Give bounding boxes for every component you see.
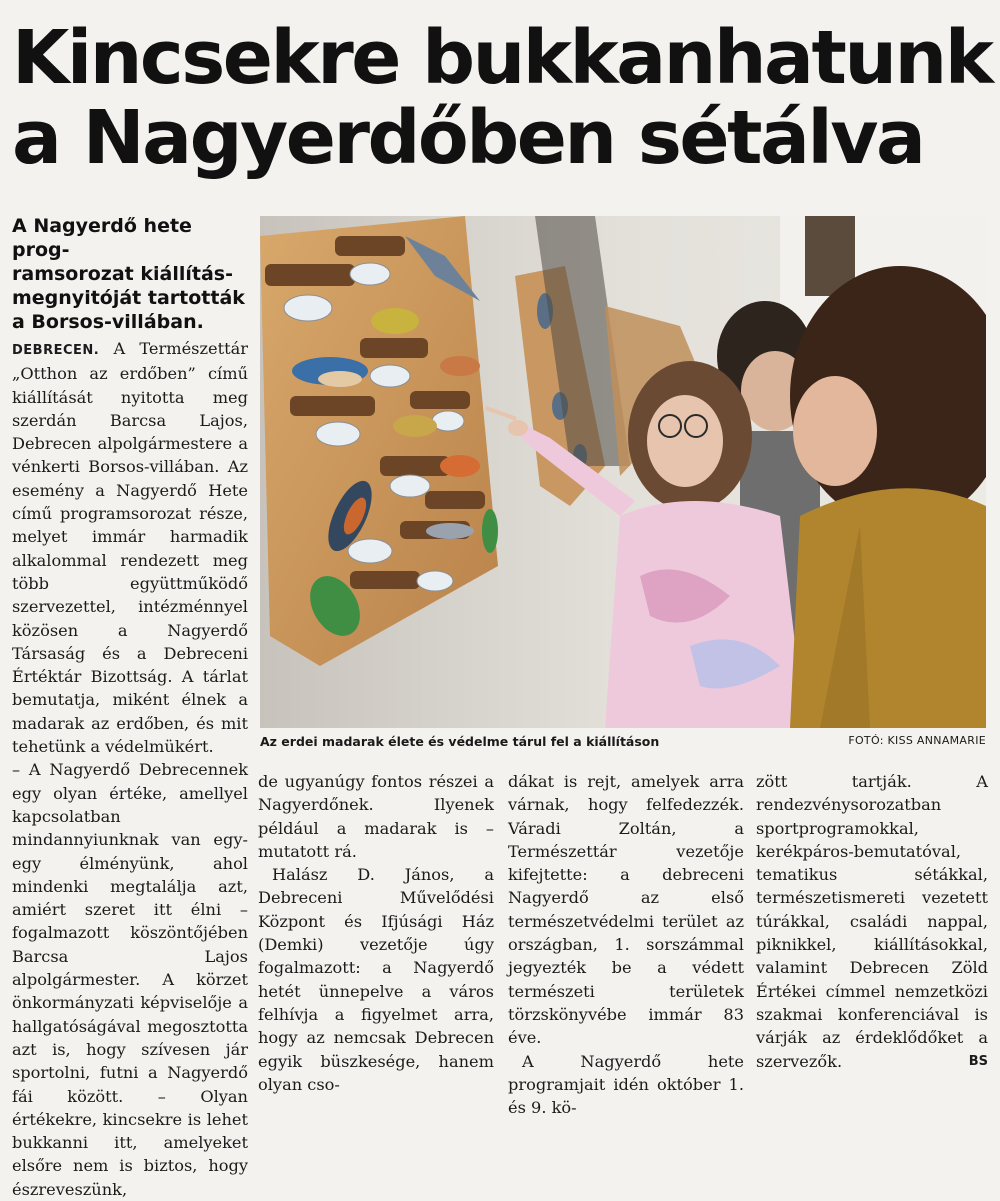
headline	[12, 15, 992, 181]
lead-paragraph	[12, 214, 248, 334]
dateline: DEBRECEN.	[12, 343, 100, 358]
article-column-4	[756, 770, 988, 1073]
photo-credit: FOTÓ: KISS ANNAMARIE	[848, 734, 986, 747]
lead-line: megnyitóját tartották	[12, 287, 245, 309]
caption-text: Az erdei madarak élete és védelme tárul fel a kiállításon	[260, 734, 660, 749]
headline-line-2: a Nagyerdőben sétálva	[12, 95, 924, 181]
lead-line: a Borsos-villában.	[12, 311, 204, 333]
body-paragraph: – A Nagyerdő Debrecennek egy olyan értéke, amellyel kapcsolatban mindannyiunknak van egy-egy élményünk, ahol mindenki megtalálja azt, amiért szeret itt élni – fogalmazott köszöntőjében Barcsa Lajos alpolgármester. A körzet önkormányzati képviselője a hallgatóságával megosztotta azt is, hogy szívesen jár sportolni, futni a Nagyerdő fái között. – Olyan értékekre, kincsekre is lehet bukkanni itt, amelyeket elsőre nem is biztos, hogy észreveszünk,	[12, 760, 248, 1199]
article-column-1	[12, 337, 248, 1201]
lead-line: A Nagyerdő hete prog-	[12, 215, 192, 261]
body-paragraph: zött tartják. A rendezvénysorozatban sportprogramokkal, kerékpáros-bemutatóval, tematikus sétákkal, természetismereti vezetett túrákkal, családi nappal, piknikkel, kiállításokkal, valamint Debrecen Zöld Értékei címmel nemzetközi szakmai konferenciával is várják az érdeklődőket a szervezők. BS	[756, 770, 988, 1073]
photo-caption	[260, 734, 986, 754]
body-paragraph: A Nagyerdő hete programjait idén október 1. és 9. kö-	[508, 1051, 744, 1118]
body-paragraph: dákat is rejt, amelyek arra várnak, hogy felfedezzék. Váradi Zoltán, a Természettár vezetője kifejtette: a debreceni Nagyerdő az első természetvédelmi terület az országban, 1. sorszámmal jegyezték be a védett természeti területek törzskönyvébe immár 83 éve.	[508, 772, 744, 1048]
exhibition-photo	[260, 216, 986, 728]
photo-illustration	[260, 216, 986, 728]
body-paragraph: DEBRECEN. A Természettár „Otthon az erdőben” című kiállítását nyitotta meg szerdán Barcsa Lajos, Debrecen alpolgármestere a vénkerti Borsos-villában. Az esemény a Nagyerdő Hete című programsorozat része, melyet immár harmadik alkalommal rendezett meg több együttműködő szervezettel, intézménnyel közösen a Nagyerdő Társaság és a Debreceni Értéktár Bizottság. A tárlat bemutatja, miként élnek a madarak az erdőben, és mit tehetünk a védelmükért.	[12, 339, 248, 757]
body-paragraph: Halász D. János, a Debreceni Művelődési Központ és Ifjúsági Ház (Demki) vezetője úgy fogalmazott: a Nagyerdő hetét ünnepelve a város felhívja a figyelmet arra, hogy az nemcsak Debrecen egyik büszkesége, hanem olyan cso-	[258, 865, 494, 1094]
article-column-3	[508, 770, 744, 1119]
body-paragraph: de ugyanúgy fontos részei a Nagyerdőnek. Ilyenek például a madarak is – mutatott rá.	[258, 772, 494, 861]
article-column-2	[258, 770, 494, 1096]
headline-line-1: Kincsekre bukkanhatunk	[12, 15, 992, 101]
lead-line: ramsorozat kiállítás-	[12, 263, 233, 285]
author-signature: BS	[968, 1053, 988, 1069]
